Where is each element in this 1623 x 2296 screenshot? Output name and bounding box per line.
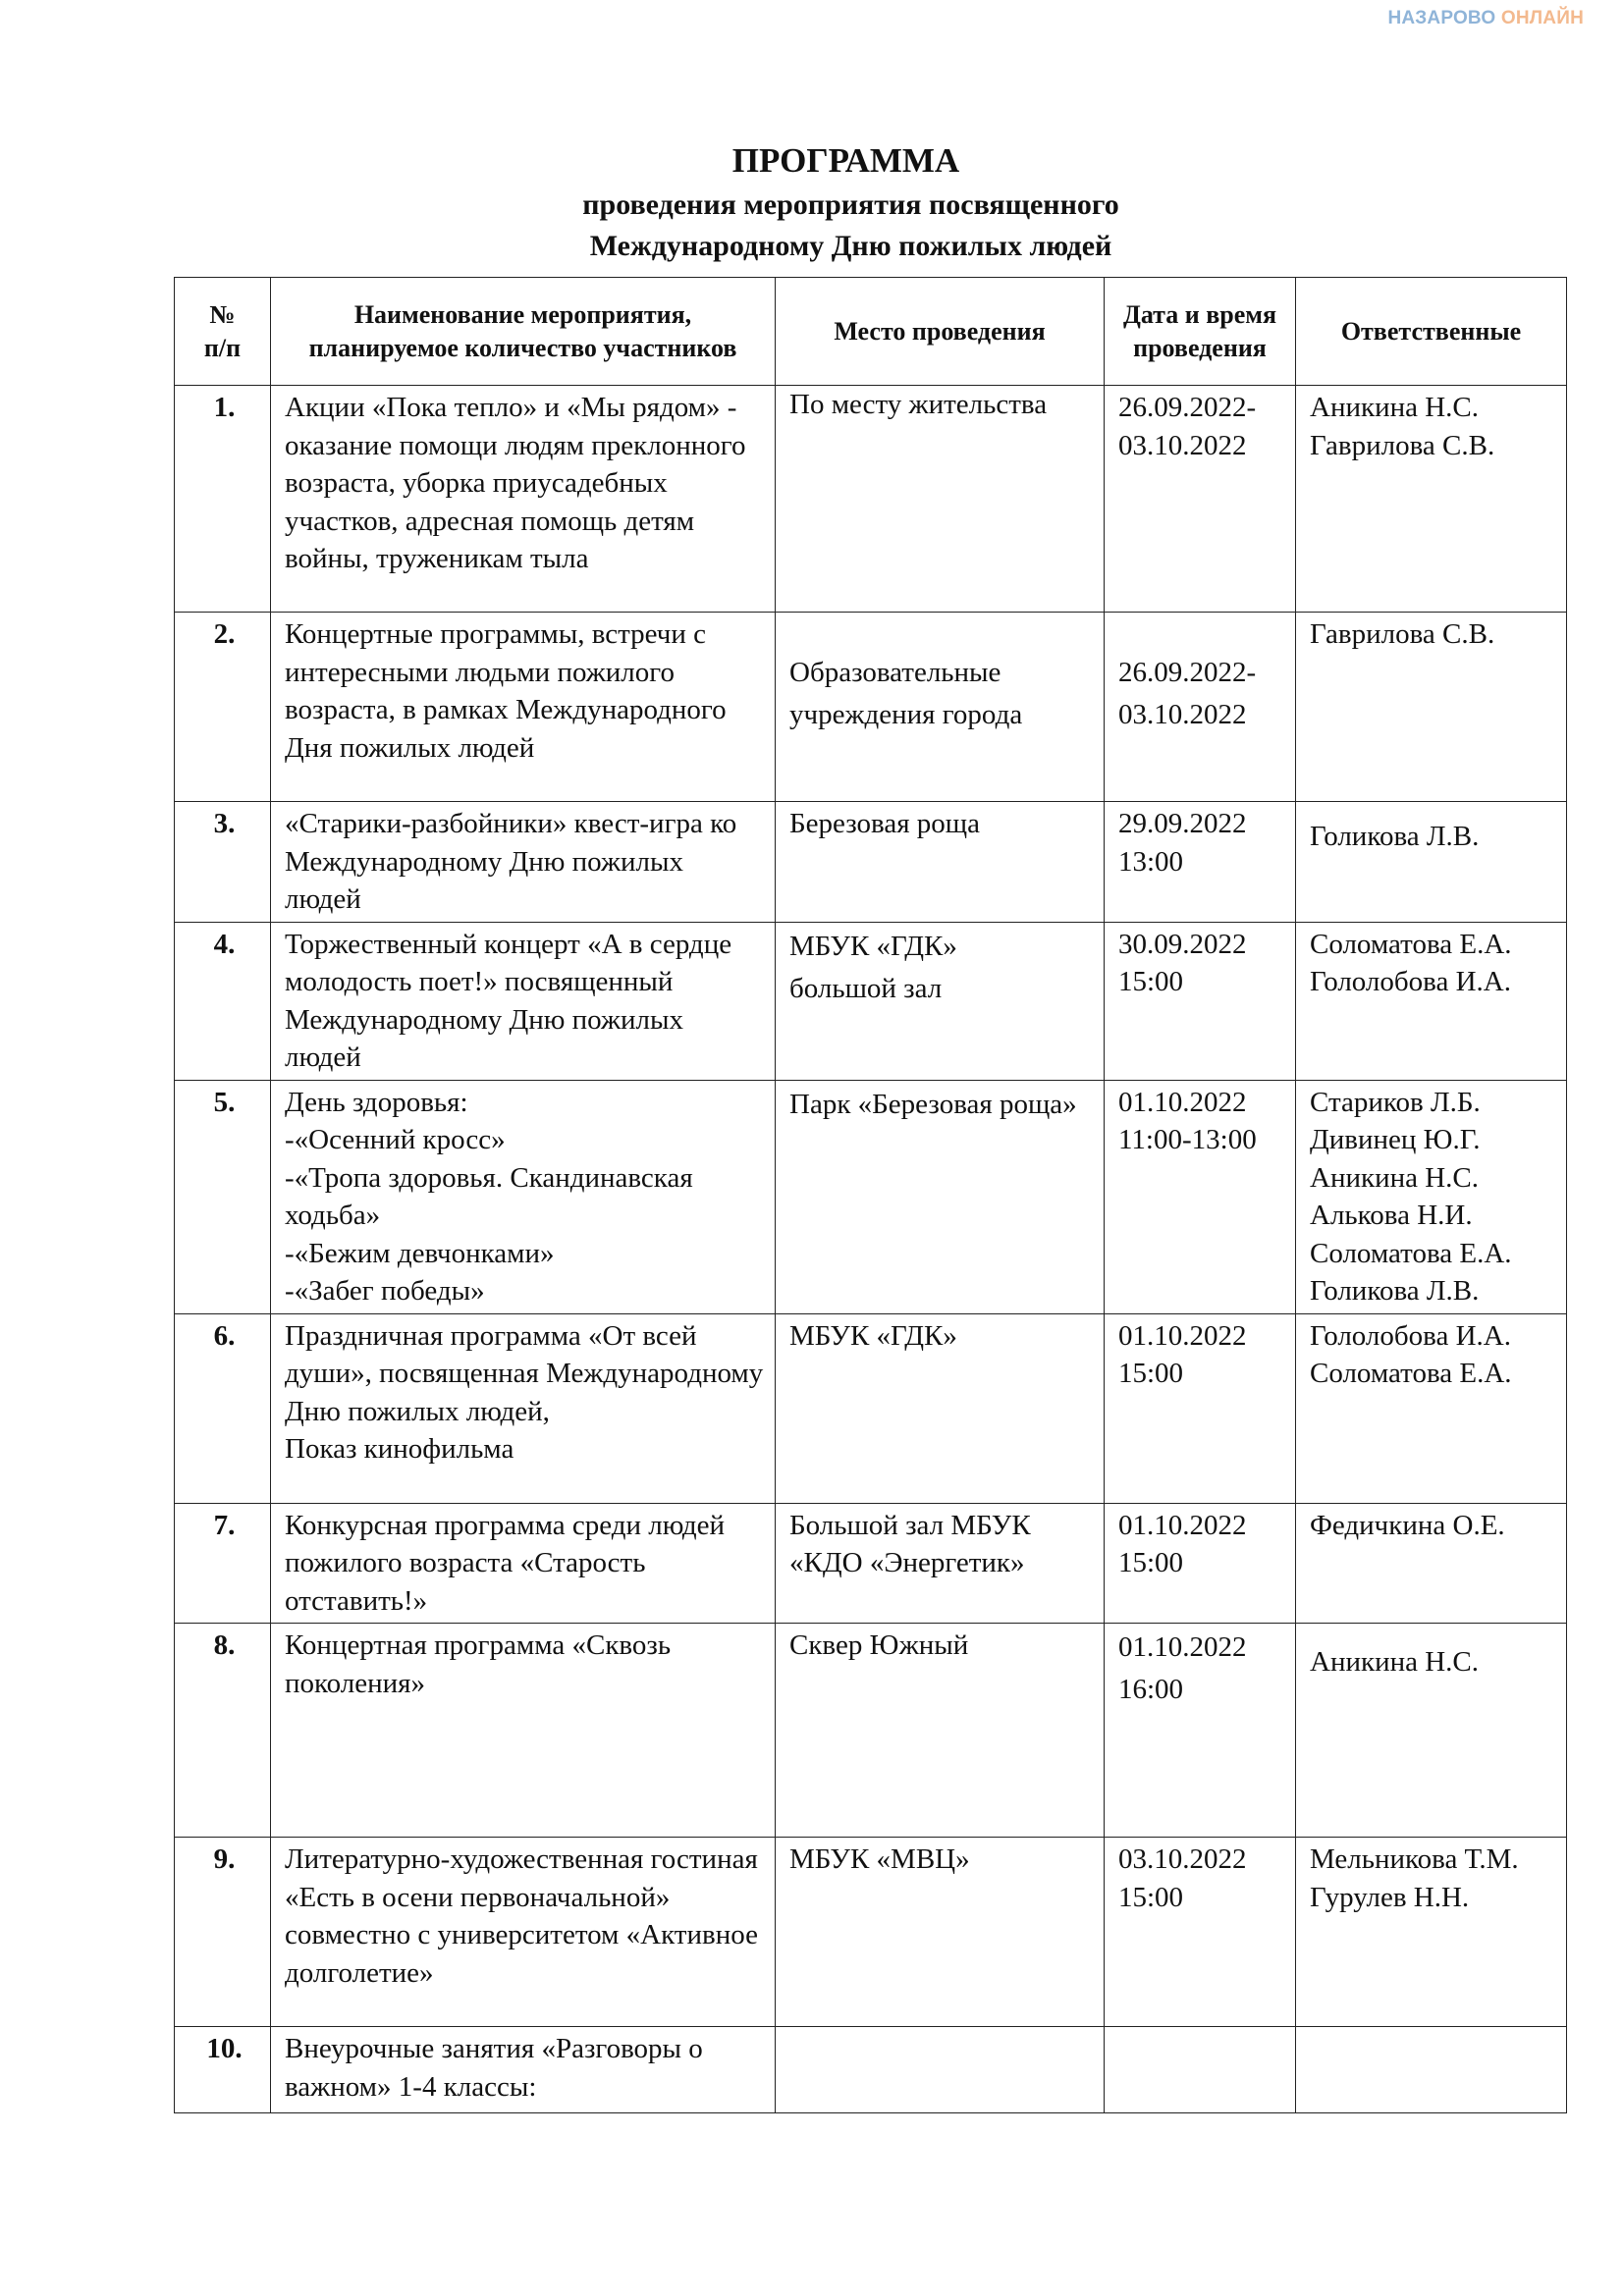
- row-responsible: Аникина Н.С.: [1296, 1624, 1567, 1838]
- row-num: 4.: [175, 922, 271, 1080]
- row-num: 5.: [175, 1080, 271, 1313]
- row-num: 1.: [175, 386, 271, 613]
- row-num: 2.: [175, 613, 271, 802]
- row-place: Сквер Южный: [776, 1624, 1105, 1838]
- header-date: Дата и время проведения: [1105, 278, 1296, 386]
- row-responsible: [1296, 2027, 1567, 2113]
- row-event: Внеурочные занятия «Разговоры о важном» 1-4 классы:: [271, 2027, 776, 2113]
- table-row: [175, 922, 1567, 1080]
- row-event: День здоровья: -«Осенний кросс» -«Тропа здоровья. Скандинавская ходьба» -«Бежим девчонками» -«Забег победы»: [271, 1080, 776, 1313]
- title-line-2: Международному Дню пожилых людей: [589, 230, 1112, 262]
- row-date: 26.09.2022- 03.10.2022: [1105, 613, 1296, 802]
- table-header-row: [175, 278, 1567, 386]
- table-row: [175, 1838, 1567, 2027]
- watermark-part2: ОНЛАЙН: [1500, 8, 1584, 28]
- row-date: 01.10.2022 16:00: [1105, 1624, 1296, 1838]
- row-place: Березовая роща: [776, 802, 1105, 923]
- row-event: Торжественный концерт «А в сердце молодость поет!» посвященный Международному Дню пожилых людей: [271, 922, 776, 1080]
- row-num: 10.: [175, 2027, 271, 2113]
- row-date: 01.10.2022 15:00: [1105, 1313, 1296, 1503]
- document-title: [0, 137, 1623, 267]
- row-event: Праздничная программа «От всей души», посвященная Международному Дню пожилых людей, Показ кинофильма: [271, 1313, 776, 1503]
- row-responsible: Соломатова Е.А. Гололобова И.А.: [1296, 922, 1567, 1080]
- table-row: [175, 1080, 1567, 1313]
- watermark-logo: [1387, 8, 1584, 29]
- row-num: 8.: [175, 1624, 271, 1838]
- row-responsible: Аникина Н.С. Гаврилова С.В.: [1296, 386, 1567, 613]
- row-date: 01.10.2022 11:00-13:00: [1105, 1080, 1296, 1313]
- watermark-part1: НАЗАРОВО: [1387, 8, 1496, 28]
- row-num: 3.: [175, 802, 271, 923]
- row-responsible: Мельникова Т.М. Гурулев Н.Н.: [1296, 1838, 1567, 2027]
- header-place: Место проведения: [776, 278, 1105, 386]
- row-place: МБУК «ГДК»: [776, 1313, 1105, 1503]
- row-event: Конкурсная программа среди людей пожилого возраста «Старость отставить!»: [271, 1503, 776, 1624]
- table-row: [175, 2027, 1567, 2113]
- row-place: [776, 2027, 1105, 2113]
- table-row: [175, 802, 1567, 923]
- row-date: 26.09.2022- 03.10.2022: [1105, 386, 1296, 613]
- table-row: [175, 386, 1567, 613]
- row-place: Образовательные учреждения города: [776, 613, 1105, 802]
- header-num: № п/п: [175, 278, 271, 386]
- row-place: По месту жительства: [776, 386, 1105, 613]
- table-row: [175, 1503, 1567, 1624]
- header-responsible: Ответственные: [1296, 278, 1567, 386]
- row-place: Парк «Березовая роща»: [776, 1080, 1105, 1313]
- table-row: [175, 1313, 1567, 1503]
- table-row: [175, 613, 1567, 802]
- row-date: [1105, 2027, 1296, 2113]
- row-num: 6.: [175, 1313, 271, 1503]
- row-responsible: Гололобова И.А. Соломатова Е.А.: [1296, 1313, 1567, 1503]
- row-responsible: Стариков Л.Б. Дивинец Ю.Г. Аникина Н.С. Алькова Н.И. Соломатова Е.А. Голикова Л.В.: [1296, 1080, 1567, 1313]
- row-responsible: Гаврилова С.В.: [1296, 613, 1567, 802]
- header-name: Наименование мероприятия, планируемое количество участников: [271, 278, 776, 386]
- row-date: 03.10.2022 15:00: [1105, 1838, 1296, 2027]
- title-main: ПРОГРАММА: [731, 141, 960, 180]
- row-num: 9.: [175, 1838, 271, 2027]
- row-responsible: Федичкина О.Е.: [1296, 1503, 1567, 1624]
- row-place: Большой зал МБУК «КДО «Энергетик»: [776, 1503, 1105, 1624]
- row-date: 30.09.2022 15:00: [1105, 922, 1296, 1080]
- row-date: 29.09.2022 13:00: [1105, 802, 1296, 923]
- table-row: [175, 1624, 1567, 1838]
- row-event: «Старики-разбойники» квест-игра ко Международному Дню пожилых людей: [271, 802, 776, 923]
- row-date: 01.10.2022 15:00: [1105, 1503, 1296, 1624]
- row-event: Концертные программы, встречи с интересными людьми пожилого возраста, в рамках Международного Дня пожилых людей: [271, 613, 776, 802]
- title-line-1: проведения мероприятия посвященного: [582, 188, 1119, 221]
- row-event: Концертная программа «Сквозь поколения»: [271, 1624, 776, 1838]
- row-num: 7.: [175, 1503, 271, 1624]
- row-responsible: Голикова Л.В.: [1296, 802, 1567, 923]
- row-place: МБУК «ГДК» большой зал: [776, 922, 1105, 1080]
- row-event: Акции «Пока тепло» и «Мы рядом» - оказание помощи людям преклонного возраста, уборка приусадебных участков, адресная помощь детям войны, труженикам тыла: [271, 386, 776, 613]
- row-place: МБУК «МВЦ»: [776, 1838, 1105, 2027]
- program-table: [174, 277, 1567, 2113]
- row-event: Литературно-художественная гостиная «Есть в осени первоначальной» совместно с университетом «Активное долголетие»: [271, 1838, 776, 2027]
